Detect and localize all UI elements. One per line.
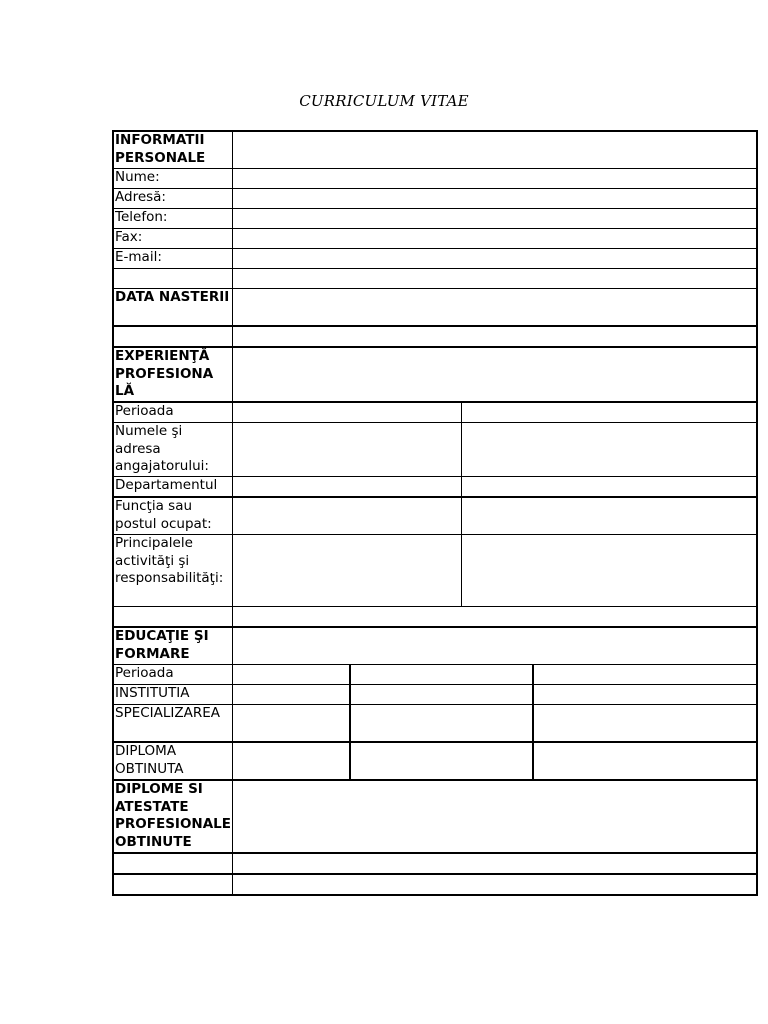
value-cell[interactable] (351, 685, 534, 704)
empty-cell (113, 326, 233, 347)
field-label-edu-perioada: Perioada (113, 665, 233, 685)
field-label-institutia: INSTITUTIA (113, 685, 233, 705)
field-row-angajator (113, 423, 757, 477)
empty-cell (113, 874, 233, 895)
empty-cell[interactable] (233, 607, 758, 628)
value-cell[interactable] (462, 498, 755, 534)
section-heading-birth: DATA NASTERII (113, 289, 233, 327)
empty-cell[interactable] (233, 269, 758, 289)
field-row-specializarea (113, 705, 757, 743)
split-cell (233, 402, 758, 423)
field-value-telefon[interactable] (233, 209, 758, 229)
value-cell[interactable] (234, 743, 351, 779)
empty-cell[interactable] (233, 874, 758, 895)
section-row-education (113, 627, 757, 665)
value-cell[interactable] (233, 347, 758, 402)
field-label-perioada: Perioada (113, 402, 233, 423)
value-cell[interactable] (234, 423, 462, 476)
field-row-institutia (113, 685, 757, 705)
section-heading-diplomas: DIPLOME SI ATESTATE PROFESIONALE OBTINUTE (113, 780, 233, 853)
section-row-birth (113, 289, 757, 327)
split-cell (233, 423, 758, 477)
section-heading-experience (113, 347, 233, 402)
value-cell[interactable] (534, 665, 755, 684)
value-cell[interactable] (234, 498, 462, 534)
section-row-personal (113, 131, 757, 169)
field-row-fax (113, 229, 757, 249)
field-row-perioada (113, 402, 757, 423)
field-label-functia: Funcţia sau postul ocupat: (113, 497, 233, 535)
section-heading-personal: INFORMATII PERSONALE (113, 131, 233, 169)
field-row-email (113, 249, 757, 269)
field-row-departament (113, 477, 757, 498)
field-label-activitati: Principalele activităţi şi responsabilităţi: (113, 535, 233, 607)
value-cell[interactable] (234, 665, 351, 684)
document-title: CURRICULUM VITAE (299, 92, 469, 110)
value-cell[interactable] (234, 705, 351, 741)
empty-cell[interactable] (233, 853, 758, 874)
field-row-edu-perioada (113, 665, 757, 685)
value-cell[interactable] (534, 685, 755, 704)
split-cell (233, 685, 758, 705)
field-label-nume: Nume: (113, 169, 233, 189)
heading-line: EXPERIENŢĂ (115, 348, 210, 364)
field-row-nume (113, 169, 757, 189)
field-label-departament: Departamentul (113, 477, 233, 498)
split-cell (233, 477, 758, 498)
field-row-activitati (113, 535, 757, 607)
field-value-adresa[interactable] (233, 189, 758, 209)
empty-cell (113, 607, 233, 628)
value-cell[interactable] (462, 423, 755, 476)
value-cell[interactable] (234, 685, 351, 704)
empty-cell (113, 269, 233, 289)
value-cell[interactable] (234, 403, 462, 422)
field-row-adresa (113, 189, 757, 209)
field-value-nume[interactable] (233, 169, 758, 189)
field-label-adresa: Adresă: (113, 189, 233, 209)
value-cell[interactable] (351, 743, 534, 779)
split-cell (233, 497, 758, 535)
field-label-email: E-mail: (113, 249, 233, 269)
field-label-fax: Fax: (113, 229, 233, 249)
empty-row (113, 326, 757, 347)
field-value-birth[interactable] (233, 289, 758, 327)
field-label-telefon: Telefon: (113, 209, 233, 229)
value-cell[interactable] (534, 705, 755, 741)
value-cell[interactable] (462, 477, 755, 496)
field-value-fax[interactable] (233, 229, 758, 249)
field-label-angajator: Numele şi adresa angajatorului: (113, 423, 233, 477)
empty-row (113, 853, 757, 874)
section-row-experience (113, 347, 757, 402)
field-row-diploma (113, 742, 757, 780)
field-value-email[interactable] (233, 249, 758, 269)
value-cell[interactable] (534, 743, 755, 779)
empty-row (113, 607, 757, 628)
value-cell[interactable] (233, 780, 758, 853)
field-row-functia (113, 497, 757, 535)
heading-line: PROFESIONA (115, 365, 214, 382)
cv-form-table (112, 130, 758, 896)
value-cell[interactable] (233, 131, 758, 169)
field-label-diploma: DIPLOMA OBTINUTA (113, 742, 233, 780)
section-heading-education: EDUCAŢIE ŞI FORMARE (113, 627, 233, 665)
value-cell[interactable] (234, 477, 462, 496)
field-label-specializarea: SPECIALIZAREA (113, 705, 233, 743)
empty-row (113, 269, 757, 289)
empty-cell (113, 853, 233, 874)
split-cell (233, 535, 758, 607)
value-cell[interactable] (462, 535, 755, 606)
field-row-telefon (113, 209, 757, 229)
split-cell (233, 742, 758, 780)
heading-line: LĂ (115, 383, 135, 399)
value-cell[interactable] (351, 665, 534, 684)
section-row-diplomas (113, 780, 757, 853)
split-cell (233, 665, 758, 685)
empty-cell[interactable] (233, 326, 758, 347)
empty-row (113, 874, 757, 895)
value-cell[interactable] (462, 403, 755, 422)
value-cell[interactable] (234, 535, 462, 606)
split-cell (233, 705, 758, 743)
value-cell[interactable] (351, 705, 534, 741)
value-cell[interactable] (233, 627, 758, 665)
